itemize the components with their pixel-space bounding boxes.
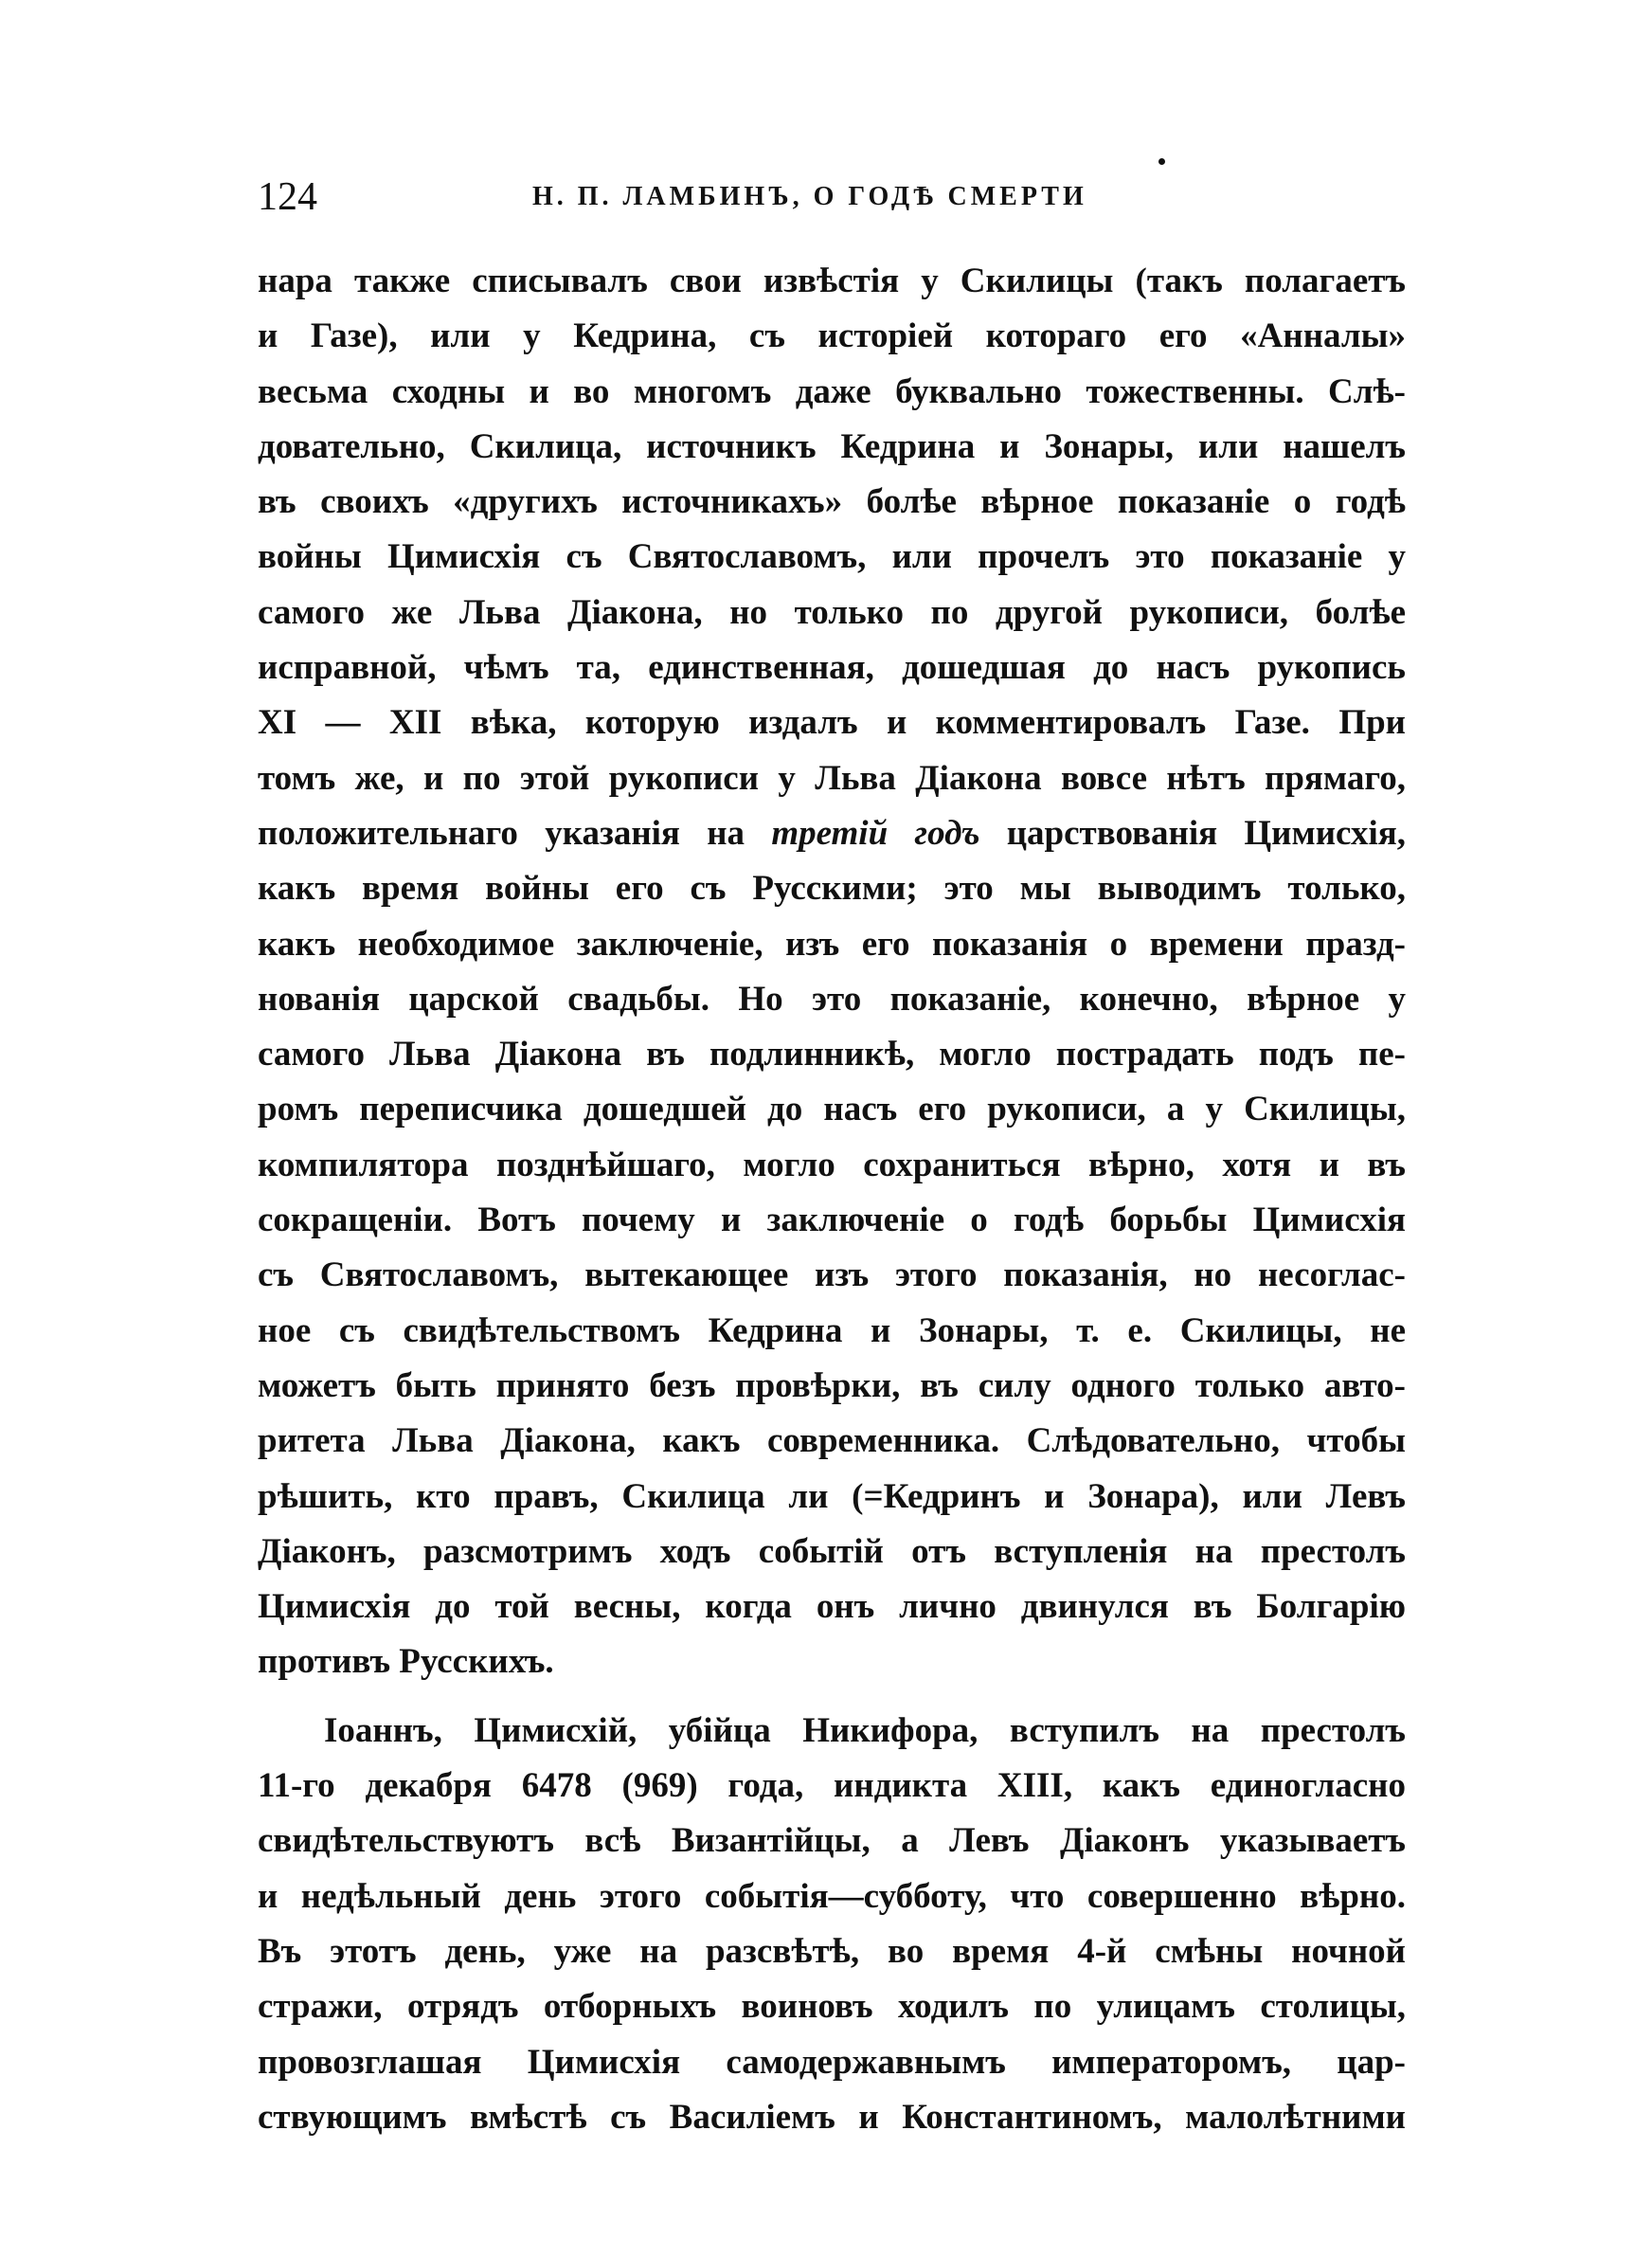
paragraph-1 xyxy=(258,254,1406,1690)
text-line: Въ этотъ день, уже на разсвѣтѣ, во время 4-й смѣны ночной xyxy=(258,1931,1406,1971)
text-line: рѣшить, кто правъ, Скилица ли (=Кедринъ и Зонара), или Левъ xyxy=(258,1476,1406,1516)
page-header xyxy=(258,169,1404,226)
text-line: нара также списывалъ свои извѣстія у Скилицы (такъ полагаетъ xyxy=(258,262,1406,300)
italic-emphasis: третій годъ xyxy=(771,813,980,853)
text-line: свидѣтельствуютъ всѣ Византійцы, а Левъ Діаконъ указываетъ xyxy=(258,1821,1406,1861)
text-line: стражи, отрядъ отборныхъ воиновъ ходилъ по улицамъ столицы, xyxy=(258,1987,1406,2027)
text-line: Діаконъ, разсмотримъ ходъ событій отъ вступленія на престолъ xyxy=(258,1531,1406,1571)
text-line: ромъ переписчика дошедшей до насъ его рукописи, а у Скилицы, xyxy=(258,1090,1406,1129)
line-text-before: положительнаго указанія на xyxy=(258,813,772,853)
text-line-with-emphasis xyxy=(258,806,1406,861)
text-line: какъ необходимое заключеніе, изъ его показанія о времени празд- xyxy=(258,924,1406,964)
page-number: 124 xyxy=(258,175,317,219)
text-line: и Газе), или у Кедрина, съ исторіей котораго его «Анналы» xyxy=(258,316,1406,356)
text-line: сокращеніи. Вотъ почему и заключеніе о годѣ борьбы Цимисхія xyxy=(258,1201,1406,1240)
text-line: въ своихъ «другихъ источникахъ» болѣе вѣрное показаніе о годѣ xyxy=(258,482,1406,522)
text-line: нованія царской свадьбы. Но это показаніе, конечно, вѣрное у xyxy=(258,979,1406,1019)
text-line: съ Святославомъ, вытекающее изъ этого показанія, но несоглас- xyxy=(258,1255,1406,1295)
body-text xyxy=(258,254,1406,2145)
text-line: довательно, Скилица, источникъ Кедрина и Зонары, или нашелъ xyxy=(258,426,1406,466)
text-line: самого Льва Діакона въ подлинникѣ, могло пострадать подъ пе- xyxy=(258,1035,1406,1074)
text-line-last: противъ Русскихъ. xyxy=(258,1642,554,1682)
text-line: Цимисхія до той весны, когда онъ лично двинулся въ Болгарію xyxy=(258,1587,1406,1627)
running-head: Н. П. ЛАМБИНЪ, О ГОДѢ СМЕРТИ xyxy=(532,182,1087,211)
text-line: самого же Льва Діакона, но только по другой рукописи, болѣе xyxy=(258,592,1406,632)
text-line: 11-го декабря 6478 (969) года, индикта XIII, какъ единогласно xyxy=(258,1766,1406,1806)
text-line: компилятора позднѣйшаго, могло сохраниться вѣрно, хотя и въ xyxy=(258,1145,1406,1184)
text-line: XI — XII вѣка, которую издалъ и комментировалъ Газе. При xyxy=(258,703,1406,743)
text-line: какъ время войны его съ Русскими; это мы выводимъ только, xyxy=(258,869,1406,909)
print-speck xyxy=(1158,158,1165,165)
text-line: войны Цимисхія съ Святославомъ, или прочелъ это показаніе у xyxy=(258,537,1406,577)
text-line: ное съ свидѣтельствомъ Кедрина и Зонары, т. е. Скилицы, не xyxy=(258,1310,1406,1350)
text-line: ритета Льва Діакона, какъ современника. Слѣдовательно, чтобы xyxy=(258,1421,1406,1461)
text-line: можетъ быть принято безъ провѣрки, въ силу одного только авто- xyxy=(258,1365,1406,1405)
text-line: томъ же, и по этой рукописи у Льва Діакона вовсе нѣтъ прямаго, xyxy=(258,758,1406,798)
text-line: провозглашая Цимисхія самодержавнымъ императоромъ, цар- xyxy=(258,2042,1406,2082)
paragraph-2 xyxy=(258,1704,1406,2145)
text-line: исправной, чѣмъ та, единственная, дошедшая до насъ рукопись xyxy=(258,648,1406,688)
line-text-after: царствованія Цимисхія, xyxy=(979,813,1406,853)
text-line-indented: Іоаннъ, Цимисхій, убійца Никифора, вступилъ на престолъ xyxy=(324,1710,1406,1750)
text-line: весьма сходны и во многомъ даже буквально тожественны. Слѣ- xyxy=(258,371,1406,411)
paragraph-gap xyxy=(258,1690,1406,1704)
text-line: и недѣльный день этого событія—субботу, что совершенно вѣрно. xyxy=(258,1876,1406,1916)
text-line: ствующимъ вмѣстѣ съ Василіемъ и Константиномъ, малолѣтними xyxy=(258,2097,1406,2137)
